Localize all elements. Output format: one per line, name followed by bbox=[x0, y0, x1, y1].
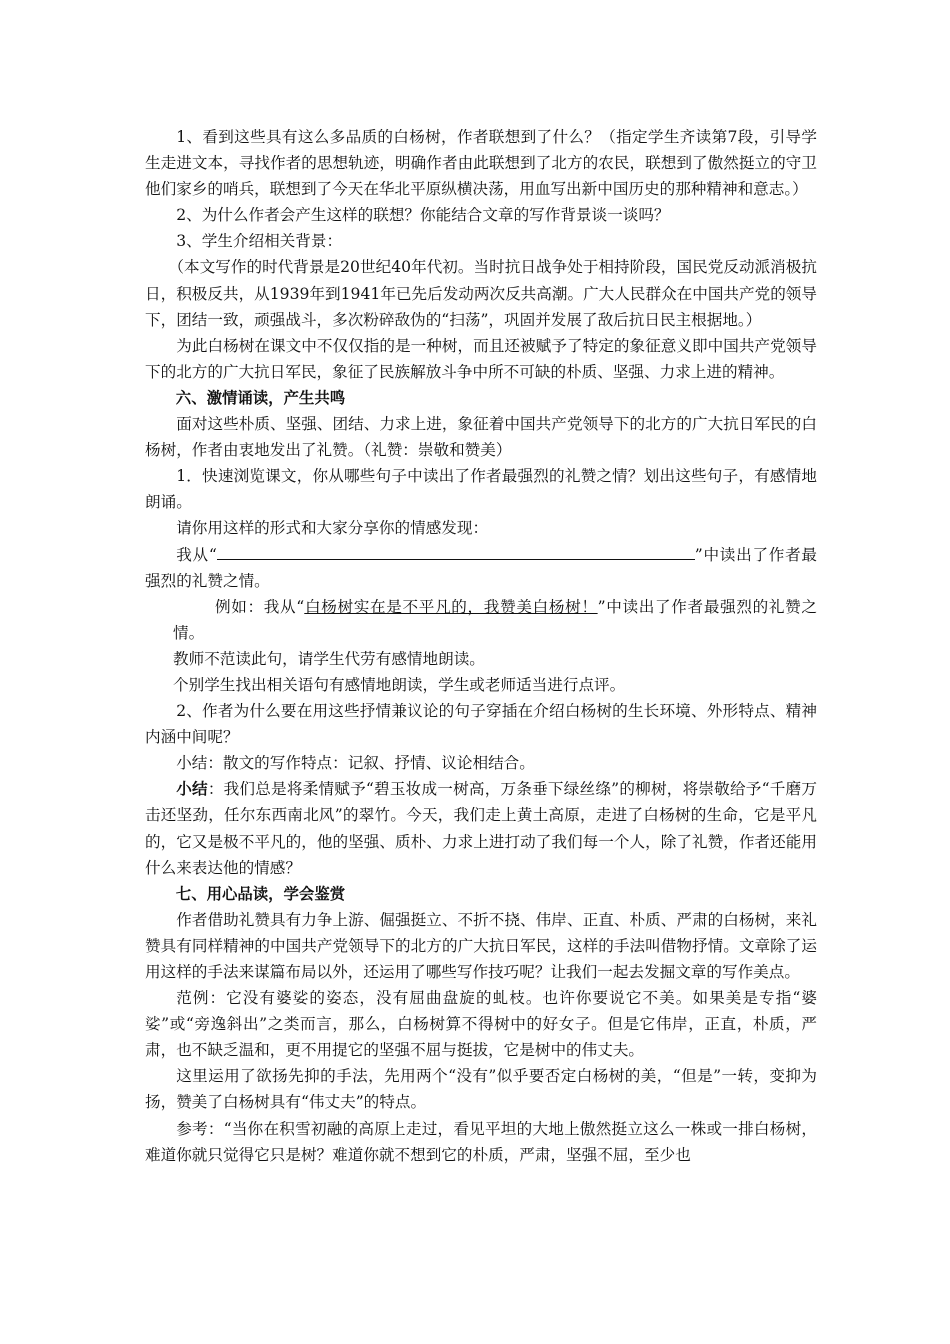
paragraph-summary-1: 小结：散文的写作特点：记叙、抒情、议论相结合。 bbox=[176, 754, 535, 773]
example-prefix: 例如：我从“ bbox=[215, 597, 305, 616]
summary-body: ：我们总是将柔情赋予“碧玉妆成一树高，万条垂下绿丝绦”的柳树，将崇敬给予“千磨万击还坚劲，任尔东西南北风”的翠竹。今天，我们走上黄土高原，走进了白杨树的生命，它是平凡的，它又是极不平凡的，他的坚强、质朴、力求上进打动了我们每一个人，除了礼赞，作者还能用什么来表达他的情感？ bbox=[145, 780, 817, 877]
paragraph-question-4: 2、作者为什么要在用这些抒情兼议论的句子穿插在介绍白杨树的生长环境、外形特点、精神内涵中间呢？ bbox=[145, 702, 817, 747]
example-suffix: ”中读出了作者最强烈的礼赞之情。 bbox=[173, 597, 817, 642]
paragraph-praise-intro: 面对这些朴质、坚强、团结、力求上进，象征着中国共产党领导下的北方的广大抗日军民的白杨树，作者由衷地发出了礼赞。（礼赞：崇敬和赞美） bbox=[145, 415, 817, 460]
paragraph-symbolism: 为此白杨树在课文中不仅仅指的是一种树，而且还被赋予了特定的象征意义即中国共产党领导下的北方的广大抗日军民，象征了民族解放斗争中所不可缺的朴质、坚强、力求上进的精神。 bbox=[145, 336, 817, 381]
paragraph-summary-2 bbox=[145, 776, 817, 880]
paragraph-task-1: 1．快速浏览课文，你从哪些句子中读出了作者最强烈的礼赞之情？划出这些句子，有感情地朗诵。 bbox=[145, 467, 817, 512]
section-heading-6: 六、激情诵读，产生共鸣 bbox=[175, 388, 346, 407]
paragraph-question-3: 3、学生介绍相关背景： bbox=[176, 232, 343, 251]
paragraph-example-text: 范例：它没有婆娑的姿态，没有屈曲盘旋的虬枝。也许你要说它不美。如果美是专指“婆娑”或“旁逸斜出”之类而言，那么，白杨树算不得树中的好女子。但是它伟岸，正直，朴质，严肃，也不缺乏温和，更不用提它的坚强不屈与挺拔，它是树中的伟丈夫。 bbox=[145, 989, 817, 1060]
paragraph-reference: 参考：“当你在积雪初融的高原上走过，看见平坦的大地上傲然挺立这么一株或一排白杨树，难道你就只觉得它只是树？难道你就不想到它的朴质，严肃，坚强不屈，至少也 bbox=[145, 1119, 817, 1164]
fill-blank-suffix: ”中读出了作者最强烈的礼赞之情。 bbox=[145, 545, 817, 590]
section-heading-7: 七、用心品读，学会鉴赏 bbox=[175, 884, 346, 903]
summary-lead: 小结 bbox=[176, 779, 208, 799]
paragraph-share-prompt: 请你用这样的形式和大家分享你的情感发现： bbox=[176, 519, 489, 538]
paragraph-question-2: 2、为什么作者会产生这样的联想？你能结合文章的写作背景谈一谈吗？ bbox=[176, 206, 670, 225]
paragraph-student-note: 个别学生找出相关语句有感情地朗读，学生或老师适当进行点评。 bbox=[173, 675, 626, 694]
paragraph-example bbox=[145, 594, 817, 646]
example-quote: 白杨树实在是不平凡的，我赞美白杨树！ bbox=[304, 597, 598, 616]
paragraph-question-1: 1、看到这些具有这么多品质的白杨树，作者联想到了什么？（指定学生齐读第7段，引导学生走进文本，寻找作者的思想轨迹，明确作者由此联想到了北方的农民，联想到了傲然挺立的守卫他们家乡的哨兵，联想到了今天在华北平原纵横决荡，用血写出新中国历史的那种精神和意志。） bbox=[145, 128, 817, 199]
document-page bbox=[145, 124, 817, 1168]
paragraph-analysis: 这里运用了欲扬先抑的手法，先用两个“没有”似乎要否定白杨树的美，“但是”一转，变抑为扬，赞美了白杨树具有“伟丈夫”的特点。 bbox=[145, 1067, 817, 1112]
paragraph-fill-blank bbox=[145, 542, 817, 594]
paragraph-background: （本文写作的时代背景是20世纪40年代初。当时抗日战争处于相持阶段，国民党反动派消极抗日，积极反共，从1939年到1941年已先后发动两次反共高潮。广大人民群众在中国共产党的领导下，团结一致，顽强战斗，多次粉碎敌伪的“扫荡”，巩固并发展了敌后抗日民主根据地。） bbox=[145, 258, 817, 329]
fill-blank-line bbox=[217, 543, 695, 560]
paragraph-technique: 作者借助礼赞具有力争上游、倔强挺立、不折不挠、伟岸、正直、朴质、严肃的白杨树，来礼赞具有同样精神的中国共产党领导下的北方的广大抗日军民，这样的手法叫借物抒情。文章除了运用这样的手法来谋篇布局以外，还运用了哪些写作技巧呢？让我们一起去发掘文章的写作美点。 bbox=[145, 910, 817, 981]
paragraph-teacher-note: 教师不范读此句，请学生代劳有感情地朗读。 bbox=[173, 649, 485, 668]
fill-blank-prefix: 我从“ bbox=[176, 545, 217, 564]
